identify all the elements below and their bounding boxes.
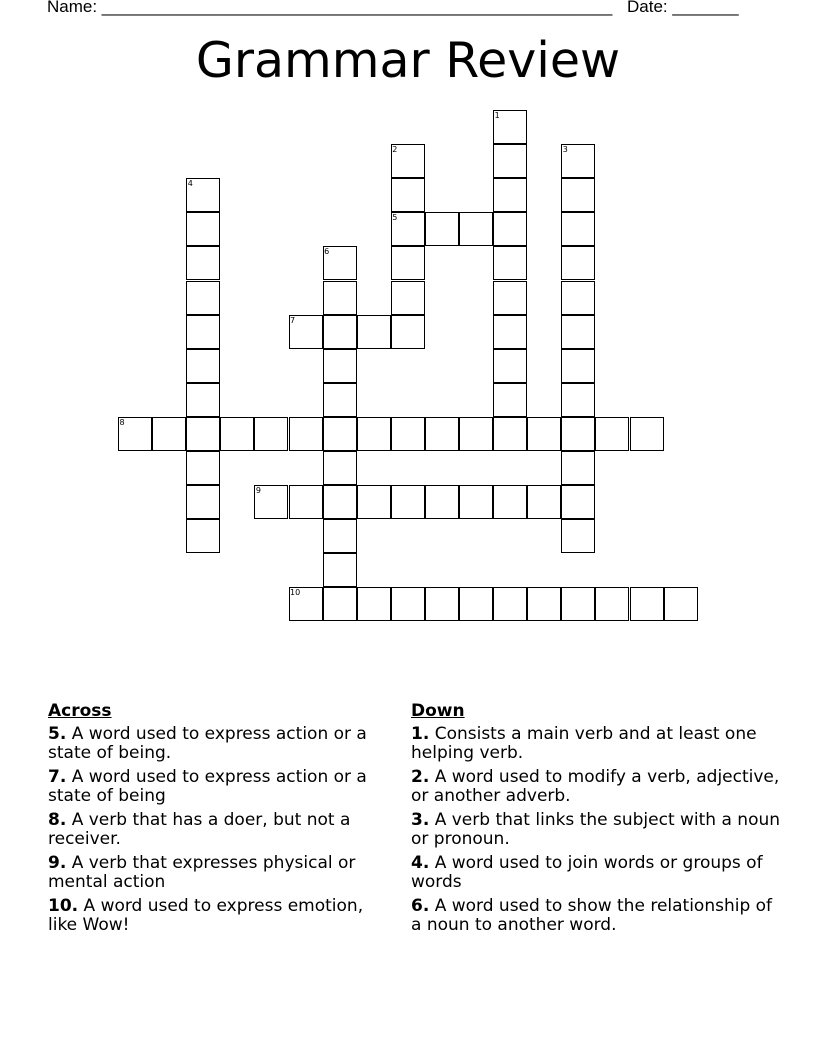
grid-number: 3 bbox=[562, 145, 568, 155]
clue-number: 6. bbox=[411, 895, 430, 916]
down-heading: Down bbox=[411, 701, 465, 721]
name-field[interactable]: Name: ______________________________________________________ bbox=[47, 0, 613, 16]
clue-number: 7. bbox=[48, 766, 67, 787]
grid-cell[interactable] bbox=[459, 417, 493, 451]
grid-cell[interactable] bbox=[493, 587, 527, 621]
clue-text: A word used to join words or groups of words bbox=[411, 852, 763, 892]
clue-item bbox=[48, 854, 393, 893]
grid-cell[interactable] bbox=[186, 315, 220, 349]
grid-cell[interactable] bbox=[493, 246, 527, 280]
grid-cell[interactable] bbox=[357, 315, 391, 349]
grid-cell[interactable] bbox=[561, 315, 595, 349]
grid-cell[interactable] bbox=[357, 485, 391, 519]
clue-text: A verb that has a doer, but not a receiver. bbox=[48, 809, 351, 849]
grid-cell[interactable] bbox=[357, 587, 391, 621]
grid-cell[interactable] bbox=[493, 178, 527, 212]
grid-number: 4 bbox=[187, 179, 193, 189]
grid-cell[interactable] bbox=[289, 485, 323, 519]
grid-cell[interactable] bbox=[186, 212, 220, 246]
grid-cell[interactable] bbox=[391, 178, 425, 212]
grid-cell[interactable] bbox=[254, 417, 288, 451]
grid-cell[interactable] bbox=[220, 417, 254, 451]
grid-cell[interactable] bbox=[527, 587, 561, 621]
grid-cell[interactable] bbox=[186, 485, 220, 519]
grid-cell[interactable] bbox=[323, 587, 357, 621]
grid-cell[interactable] bbox=[493, 315, 527, 349]
across-heading: Across bbox=[48, 701, 112, 721]
grid-cell[interactable] bbox=[561, 519, 595, 553]
clue-item bbox=[411, 854, 781, 893]
clue-item bbox=[48, 897, 393, 936]
clue-item bbox=[411, 897, 781, 936]
grid-cell[interactable] bbox=[493, 417, 527, 451]
grid-cell[interactable] bbox=[391, 315, 425, 349]
clue-text: Consists a main verb and at least one helping verb. bbox=[411, 723, 757, 763]
grid-cell[interactable] bbox=[186, 451, 220, 485]
clue-number: 4. bbox=[411, 852, 430, 873]
grid-cell[interactable] bbox=[561, 246, 595, 280]
date-field[interactable]: Date: _______ bbox=[627, 0, 739, 16]
grid-cell[interactable] bbox=[425, 212, 459, 246]
grid-cell[interactable] bbox=[186, 519, 220, 553]
grid-cell[interactable] bbox=[323, 349, 357, 383]
clue-text: A verb that expresses physical or mental action bbox=[48, 852, 356, 892]
grid-cell[interactable] bbox=[289, 417, 323, 451]
clue-text: A word used to show the relationship of a noun to another word. bbox=[411, 895, 773, 935]
header-line bbox=[47, 0, 767, 17]
grid-cell[interactable] bbox=[527, 485, 561, 519]
grid-cell[interactable] bbox=[323, 383, 357, 417]
grid-cell[interactable] bbox=[391, 417, 425, 451]
grid-cell[interactable] bbox=[459, 587, 493, 621]
grid-cell[interactable] bbox=[425, 485, 459, 519]
grid-number: 8 bbox=[119, 417, 125, 427]
grid-cell[interactable] bbox=[186, 349, 220, 383]
grid-cell[interactable] bbox=[323, 485, 357, 519]
grid-cell[interactable] bbox=[459, 212, 493, 246]
grid-cell[interactable] bbox=[664, 587, 698, 621]
grid-cell[interactable] bbox=[323, 315, 357, 349]
grid-cell[interactable] bbox=[630, 587, 664, 621]
grid-cell[interactable] bbox=[357, 417, 391, 451]
clue-number: 5. bbox=[48, 723, 67, 744]
grid-cell[interactable] bbox=[493, 485, 527, 519]
grid-cell[interactable] bbox=[323, 451, 357, 485]
grid-cell[interactable] bbox=[493, 281, 527, 315]
grid-cell[interactable] bbox=[391, 587, 425, 621]
grid-number: 5 bbox=[392, 213, 398, 223]
page-title: Grammar Review bbox=[195, 32, 621, 89]
clue-text: A word used to modify a verb, adjective, or another adverb. bbox=[411, 766, 780, 806]
grid-cell[interactable] bbox=[595, 417, 629, 451]
grid-cell[interactable] bbox=[561, 587, 595, 621]
grid-cell[interactable] bbox=[561, 417, 595, 451]
grid-cell[interactable] bbox=[561, 212, 595, 246]
across-clues bbox=[48, 702, 393, 940]
grid-number: 2 bbox=[392, 145, 398, 155]
grid-cell[interactable] bbox=[391, 281, 425, 315]
grid-number: 10 bbox=[290, 588, 301, 598]
grid-cell[interactable] bbox=[391, 485, 425, 519]
clue-item bbox=[48, 811, 393, 850]
clue-number: 10. bbox=[48, 895, 79, 916]
grid-cell[interactable] bbox=[561, 485, 595, 519]
grid-number: 1 bbox=[494, 111, 500, 120]
down-clues bbox=[411, 702, 781, 940]
clue-number: 2. bbox=[411, 766, 430, 787]
grid-cell[interactable] bbox=[323, 417, 357, 451]
clue-number: 3. bbox=[411, 809, 430, 830]
clue-number: 1. bbox=[411, 723, 430, 744]
clue-text: A word used to express action or a state of being bbox=[48, 766, 367, 806]
clue-item bbox=[411, 768, 781, 807]
grid-cell[interactable] bbox=[425, 417, 459, 451]
grid-cell[interactable] bbox=[459, 485, 493, 519]
grid-number: 9 bbox=[255, 486, 261, 496]
clue-text: A verb that links the subject with a noun or pronoun. bbox=[411, 809, 781, 849]
clue-item bbox=[48, 725, 393, 764]
clue-text: A word used to express action or a state of being. bbox=[48, 723, 367, 763]
grid-cell[interactable] bbox=[561, 178, 595, 212]
grid-cell[interactable] bbox=[493, 349, 527, 383]
clue-number: 8. bbox=[48, 809, 67, 830]
grid-cell[interactable] bbox=[561, 451, 595, 485]
grid-cell[interactable] bbox=[561, 281, 595, 315]
grid-cell[interactable] bbox=[425, 587, 459, 621]
grid-cell[interactable] bbox=[493, 212, 527, 246]
clue-item bbox=[411, 811, 781, 850]
grid-number: 6 bbox=[324, 247, 330, 257]
grid-cell[interactable] bbox=[561, 349, 595, 383]
grid-cell[interactable] bbox=[630, 417, 664, 451]
clue-number: 9. bbox=[48, 852, 67, 873]
grid-cell[interactable] bbox=[493, 144, 527, 178]
clue-item bbox=[48, 768, 393, 807]
clue-text: A word used to express emotion, like Wow! bbox=[48, 895, 364, 935]
clue-item bbox=[411, 725, 781, 764]
grid-cell[interactable] bbox=[391, 246, 425, 280]
grid-cell[interactable] bbox=[186, 246, 220, 280]
grid-number: 7 bbox=[290, 315, 296, 325]
grid-cell[interactable] bbox=[323, 281, 357, 315]
grid-cell[interactable] bbox=[186, 383, 220, 417]
grid-cell[interactable] bbox=[527, 417, 561, 451]
grid-cell[interactable] bbox=[323, 519, 357, 553]
grid-cell[interactable] bbox=[186, 417, 220, 451]
grid-cell[interactable] bbox=[186, 281, 220, 315]
grid-cell[interactable] bbox=[323, 553, 357, 587]
grid-cell[interactable] bbox=[595, 587, 629, 621]
grid-cell[interactable] bbox=[561, 383, 595, 417]
grid-cell[interactable] bbox=[152, 417, 186, 451]
grid-cell[interactable] bbox=[493, 383, 527, 417]
